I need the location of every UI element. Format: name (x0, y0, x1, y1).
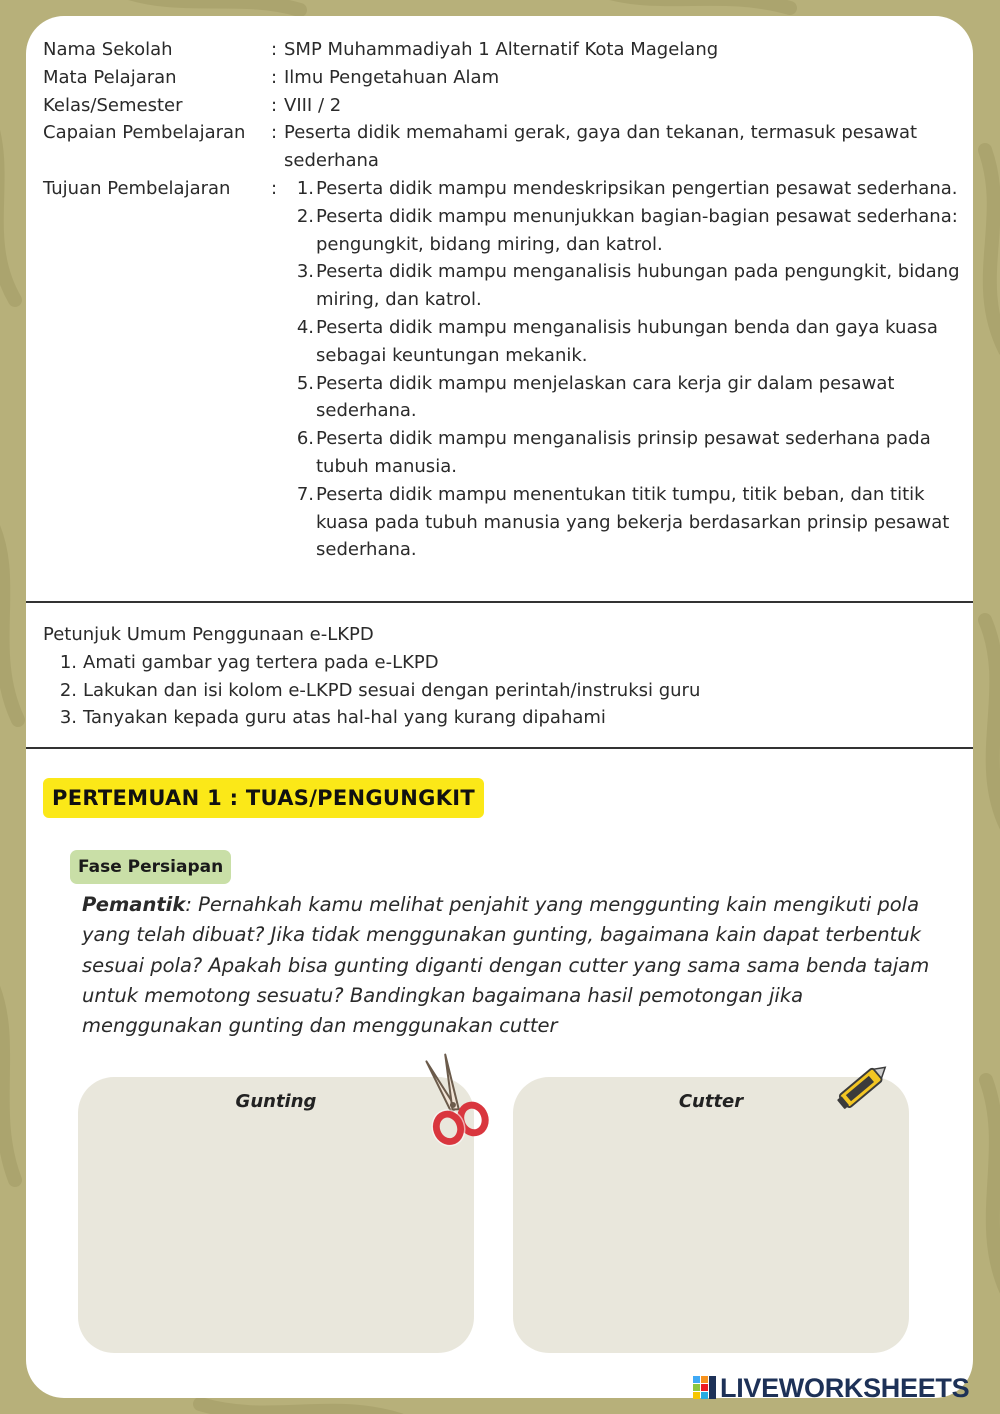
goal-item (284, 203, 963, 259)
instruction-text: Tanyakan kepada guru atas hal-hal yang kurang dipahami (83, 707, 606, 729)
instructions-section (43, 621, 943, 732)
goal-text: Peserta didik mampu menganalisis prinsip pesawat sederhana pada tubuh manusia. (316, 428, 931, 477)
goal-text: Peserta didik mampu menunjukkan bagian-bagian pesawat sederhana: pengungkit, bidang miring, dan katrol. (316, 205, 958, 255)
instruction-number: 2. (59, 679, 77, 701)
goal-number: 2. (296, 205, 314, 227)
instruction-number: 3. (59, 707, 77, 729)
hook-label: Pemantik (82, 893, 186, 916)
colon: : (271, 66, 278, 88)
worksheet-page (26, 16, 973, 1398)
divider (26, 601, 973, 603)
achievement-row (43, 119, 963, 175)
goal-text: Peserta didik mampu mendeskripsikan pengertian pesawat sederhana. (316, 177, 958, 199)
hook-paragraph (82, 890, 942, 1041)
goal-item (284, 314, 963, 370)
subject-value: Ilmu Pengetahuan Alam (284, 66, 500, 88)
brand-name: LIVEWORKSHEETS (720, 1372, 970, 1403)
brand-logo[interactable] (693, 1373, 969, 1403)
answer-box-cutter[interactable] (513, 1077, 909, 1353)
goal-text: Peserta didik mampu menentukan titik tumpu, titik beban, dan titik kuasa pada tubuh manusia yang bekerja berdasarkan prinsip pesawat sederhana. (316, 483, 950, 561)
class-label: Kelas/Semester (43, 94, 183, 116)
cutter-icon (832, 1056, 894, 1116)
liveworksheets-logo-icon (693, 1376, 717, 1400)
goal-number: 6. (296, 428, 314, 450)
colon: : (271, 94, 278, 116)
goals-label: Tujuan Pembelajaran (43, 177, 231, 199)
class-row (43, 92, 963, 120)
goal-text: Peserta didik mampu menganalisis hubungan pada pengungkit, bidang miring, dan katrol. (316, 261, 960, 311)
school-value: SMP Muhammadiyah 1 Alternatif Kota Magelang (284, 39, 719, 60)
instructions-title: Petunjuk Umum Penggunaan e-LKPD (43, 624, 374, 645)
colon: : (271, 177, 278, 199)
instruction-number: 1. (59, 651, 77, 673)
answer-box-title: Gunting (235, 1091, 317, 1112)
goal-item (284, 481, 963, 564)
school-row (43, 36, 963, 64)
school-label: Nama Sekolah (43, 39, 173, 60)
goal-number: 7. (296, 483, 314, 505)
subject-label: Mata Pelajaran (43, 66, 177, 88)
hook-text: : Pernahkah kamu melihat penjahit yang menggunting kain mengikuti pola yang telah dibuat? Jika tidak menggunakan gunting, bagaimana kain dapat terbentuk sesuai pola? Apakah bisa gunting diganti dengan cutter yang sama sama benda tajam untuk memotong sesuatu? Bandingkan bagaimana hasil pemotongan jika menggunakan gunting dan menggunakan cutter (82, 893, 930, 1038)
goal-item (284, 425, 963, 481)
colon: : (271, 122, 278, 144)
goal-number: 1. (296, 177, 314, 199)
instruction-text: Amati gambar yag tertera pada e-LKPD (83, 651, 439, 673)
identity-section (43, 36, 963, 564)
instructions-list (43, 649, 943, 732)
instruction-item (43, 649, 943, 677)
goal-text: Peserta didik mampu menjelaskan cara kerja gir dalam pesawat sederhana. (316, 372, 895, 422)
scissors-icon (403, 1052, 495, 1148)
subject-row (43, 64, 963, 92)
achievement-label: Capaian Pembelajaran (43, 122, 246, 144)
phase-badge: Fase Persiapan (70, 850, 231, 884)
class-value: VIII / 2 (284, 94, 342, 116)
answer-box-title: Cutter (678, 1091, 744, 1112)
goals-list (284, 175, 963, 564)
instruction-item (43, 704, 943, 732)
goal-item (284, 175, 963, 203)
goal-number: 5. (296, 372, 314, 394)
section-title: PERTEMUAN 1 : TUAS/PENGUNGKIT (43, 778, 484, 818)
goal-number: 4. (296, 316, 314, 338)
instruction-item (43, 677, 943, 705)
goal-item (284, 370, 963, 426)
goal-number: 3. (296, 261, 314, 283)
achievement-value: Peserta didik memahami gerak, gaya dan tekanan, termasuk pesawat sederhana (284, 122, 918, 172)
goal-item (284, 258, 963, 314)
instruction-text: Lakukan dan isi kolom e-LKPD sesuai dengan perintah/instruksi guru (83, 679, 701, 701)
goals-row (43, 175, 963, 564)
goal-text: Peserta didik mampu menganalisis hubungan benda dan gaya kuasa sebagai keuntungan mekanik. (316, 316, 938, 366)
divider (26, 747, 973, 749)
colon: : (271, 39, 278, 60)
